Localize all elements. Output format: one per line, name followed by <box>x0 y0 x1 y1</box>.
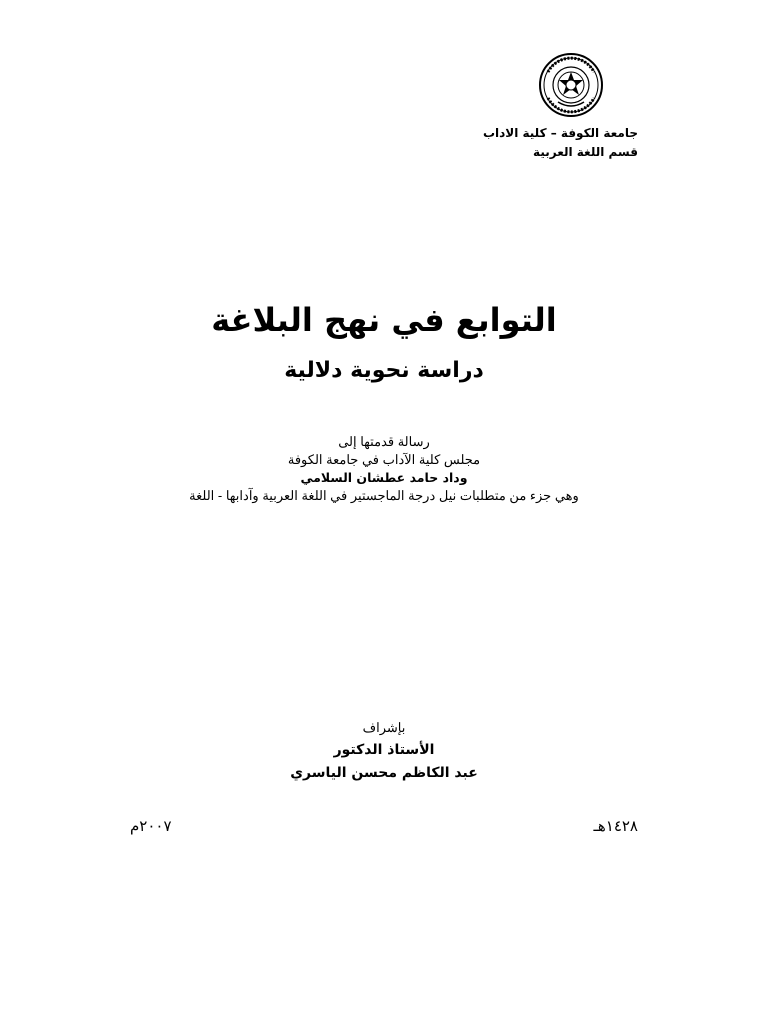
university-line: جامعة الكوفة – كلية الاداب <box>482 126 638 140</box>
institution-header <box>483 124 638 162</box>
submitted-to-line: رسالة قدمتها إلى <box>338 434 430 449</box>
department-line: قسم اللغة العربية <box>533 145 638 159</box>
supervisor-rank: الأستاذ الدكتور <box>333 742 435 758</box>
council-line: مجلس كلية الآداب في جامعة الكوفة <box>287 452 481 467</box>
thesis-subtitle: دراسة نحوية دلالية <box>284 358 484 383</box>
author-name: وداد حامد عطشان السلامي <box>300 470 468 485</box>
gregorian-date: ٢٠٠٧م <box>130 817 172 835</box>
supervisor-name: عبد الكاظم محسن الياسري <box>290 765 478 781</box>
supervision-label: بإشراف <box>362 720 406 735</box>
thesis-title: التوابع في نهج البلاغة <box>211 301 557 339</box>
degree-purpose-line: وهي جزء من متطلبات نيل درجة الماجستير في اللغة العربية وآدابها - اللغة <box>189 488 579 503</box>
supervision-block <box>0 716 768 785</box>
submission-statement <box>0 433 768 505</box>
university-seal-icon <box>538 52 604 118</box>
hijri-date: ١٤٢٨هـ <box>593 817 638 835</box>
